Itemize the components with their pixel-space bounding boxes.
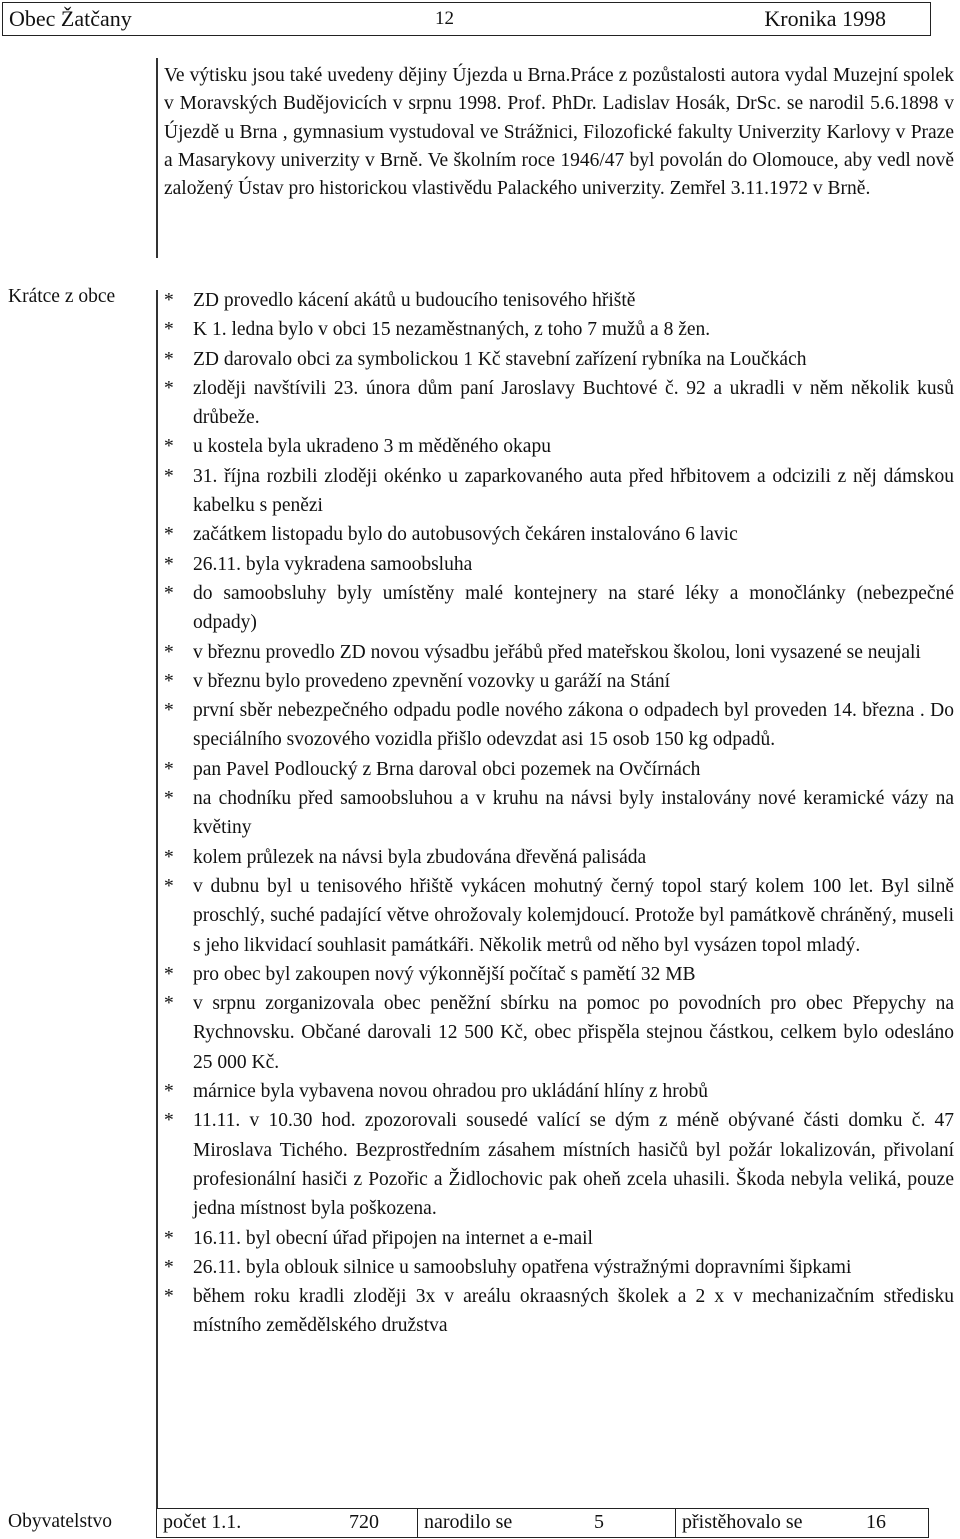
- population-moved-value: 16: [866, 1511, 886, 1533]
- list-item: * v březnu provedlo ZD novou výsadbu jeřábů před mateřskou školou, loni vysazené se neujali: [164, 638, 954, 667]
- population-count-label: počet 1.1.: [163, 1511, 242, 1533]
- header-chronicle-title: Kronika 1998: [764, 6, 886, 31]
- list-item: * u kostela byla ukradeno 3 m měděného okapu: [164, 432, 954, 461]
- header-village: Obec Žatčany: [9, 6, 132, 31]
- list-item: * do samoobsluhy byly umístěny malé kontejnery na staré léky a monočlánky (nebezpečné odpady): [164, 579, 954, 638]
- intro-paragraph: [164, 62, 954, 203]
- list-item: * K 1. ledna bylo v obci 15 nezaměstnaných, z toho 7 mužů a 8 žen.: [164, 315, 954, 344]
- population-moved-cell: [675, 1509, 930, 1537]
- section-margin-line: [156, 290, 158, 1508]
- bullet-star-icon: *: [164, 1227, 174, 1249]
- intro-text: Ve výtisku jsou také uvedeny dějiny Újezda u Brna.Práce z pozůstalosti autora vydal Muzejní spolek v Moravských Budějovicích v srpnu 1998. Prof. PhDr. Ladislav Hosák, DrSc. se narodil 5.6.1898 v Újezdě u Brna , gymnasium vystudoval ve Strážnici, Filozofické fakulty Univerzity Karlovy v Praze a Masarykovy univerzity v Brně. Ve školním roce 1946/47 byl povolán do Olomouce, aby vedl nově založený Ústav pro historickou vlastivědu Palackého univerzity. Zemřel 3.11.1972 v Brně.: [164, 65, 954, 200]
- list-item: * ZD provedlo kácení akátů u budoucího tenisového hřiště: [164, 286, 954, 315]
- intro-margin-line: [156, 58, 158, 258]
- bullet-star-icon: *: [164, 290, 174, 311]
- population-born-value: 5: [594, 1511, 604, 1533]
- news-list: [164, 286, 954, 1341]
- bullet-star-icon: *: [164, 465, 174, 487]
- list-item: * 26.11. byla vykradena samoobsluha: [164, 550, 954, 579]
- bullet-star-icon: *: [164, 670, 174, 692]
- bullet-star-icon: *: [164, 436, 174, 458]
- bullet-star-icon: *: [164, 1110, 174, 1132]
- bullet-star-icon: *: [164, 875, 174, 897]
- list-item: * pan Pavel Podloucký z Brna daroval obci pozemek na Ovčírnách: [164, 755, 954, 784]
- bullet-star-icon: *: [164, 582, 174, 604]
- bullet-star-icon: *: [164, 788, 174, 810]
- bullet-star-icon: *: [164, 1081, 174, 1103]
- population-moved-label: přistěhovalo se: [682, 1511, 803, 1533]
- list-item: * 26.11. byla oblouk silnice u samoobsluhy opatřena výstražnými dopravními šipkami: [164, 1253, 954, 1282]
- list-item: * v březnu bylo provedeno zpevnění vozovky u garáží na Stání: [164, 667, 954, 696]
- bullet-star-icon: *: [164, 846, 174, 868]
- population-born-label: narodilo se: [424, 1511, 513, 1533]
- bullet-star-icon: *: [164, 524, 174, 546]
- list-item: * márnice byla vybavena novou ohradou pro ukládání hlíny z hrobů: [164, 1077, 954, 1106]
- population-count-cell: [157, 1509, 417, 1537]
- list-item: * pro obec byl zakoupen nový výkonnější počítač s pamětí 32 MB: [164, 960, 954, 989]
- bullet-star-icon: *: [164, 1256, 174, 1278]
- bullet-star-icon: *: [164, 641, 174, 663]
- population-label: Obyvatelstvo: [8, 1511, 112, 1532]
- list-item: * zloději navštívili 23. února dům paní Jaroslavy Buchtové č. 92 a ukradli v něm několik kusů drůbeže.: [164, 374, 954, 433]
- bullet-star-icon: *: [164, 963, 174, 985]
- list-item: * 11.11. v 10.30 hod. zpozorovali sousedé valící se dým z méně obývané části domku č. 47 Miroslava Tichého. Bezprostředním zásahem místních hasičů byl požár lokalizován, přivolaní profesionální hasiči z Pozořic a Židlochovic pak oheň zcela uhasili. Škoda nebyla veliká, pouze jedna místnost byla poškozena.: [164, 1106, 954, 1223]
- list-item: * kolem průlezek na návsi byla zbudována dřevěná palisáda: [164, 843, 954, 872]
- list-item: * 16.11. byl obecní úřad připojen na internet a e-mail: [164, 1224, 954, 1253]
- list-item: * 31. října rozbili zloději okénko u zaparkovaného auta před hřbitovem a odcizili z něj dámskou kabelku s penězi: [164, 462, 954, 521]
- list-item: * na chodníku před samoobsluhou a v kruhu na návsi byly instalovány nové keramické vázy na květiny: [164, 784, 954, 843]
- list-item: * ZD darovalo obci za symbolickou 1 Kč stavební zařízení rybníka na Loučkách: [164, 345, 954, 374]
- list-item: * v srpnu zorganizovala obec peněžní sbírku na pomoc po povodních pro obec Přepychy na Rychnovsku. Občané darovali 12 500 Kč, obec přispěla stejnou částkou, celkem bylo odesláno 25 000 Kč.: [164, 989, 954, 1077]
- header-page-number: 12: [435, 8, 454, 29]
- list-item: * první sběr nebezpečného odpadu podle nového zákona o odpadech byl proveden 14. března . Do speciálního svozového vozidla přišlo odevzdat asi 15 osob 150 kg odpadů.: [164, 696, 954, 755]
- bullet-star-icon: *: [164, 993, 174, 1015]
- section-label: Krátce z obce: [8, 286, 116, 307]
- population-table: [156, 1508, 929, 1538]
- bullet-star-icon: *: [164, 700, 174, 722]
- list-item: * během roku kradli zloději 3x v areálu okraasných školek a 2 x v mechanizačním středisku místního zemědělského družstva: [164, 1282, 954, 1341]
- population-count-value: 720: [349, 1511, 379, 1533]
- page-header: [2, 2, 931, 36]
- list-item: * začátkem listopadu bylo do autobusových čekáren instalováno 6 lavic: [164, 520, 954, 549]
- bullet-star-icon: *: [164, 758, 174, 780]
- bullet-star-icon: *: [164, 319, 174, 341]
- list-item: * v dubnu byl u tenisového hřiště vykácen mohutný černý topol starý kolem 100 let. Byl silně proschlý, suché padající větve ohrožovaly kolemjdoucí. Protože byl památkově chráněný, museli s jeho likvidací souhlasit památkáři. Několik metrů od něho byl vysázen topol mladý.: [164, 872, 954, 960]
- bullet-star-icon: *: [164, 553, 174, 575]
- bullet-star-icon: *: [164, 348, 174, 370]
- population-born-cell: [417, 1509, 676, 1537]
- bullet-star-icon: *: [164, 1286, 174, 1308]
- bullet-star-icon: *: [164, 377, 174, 399]
